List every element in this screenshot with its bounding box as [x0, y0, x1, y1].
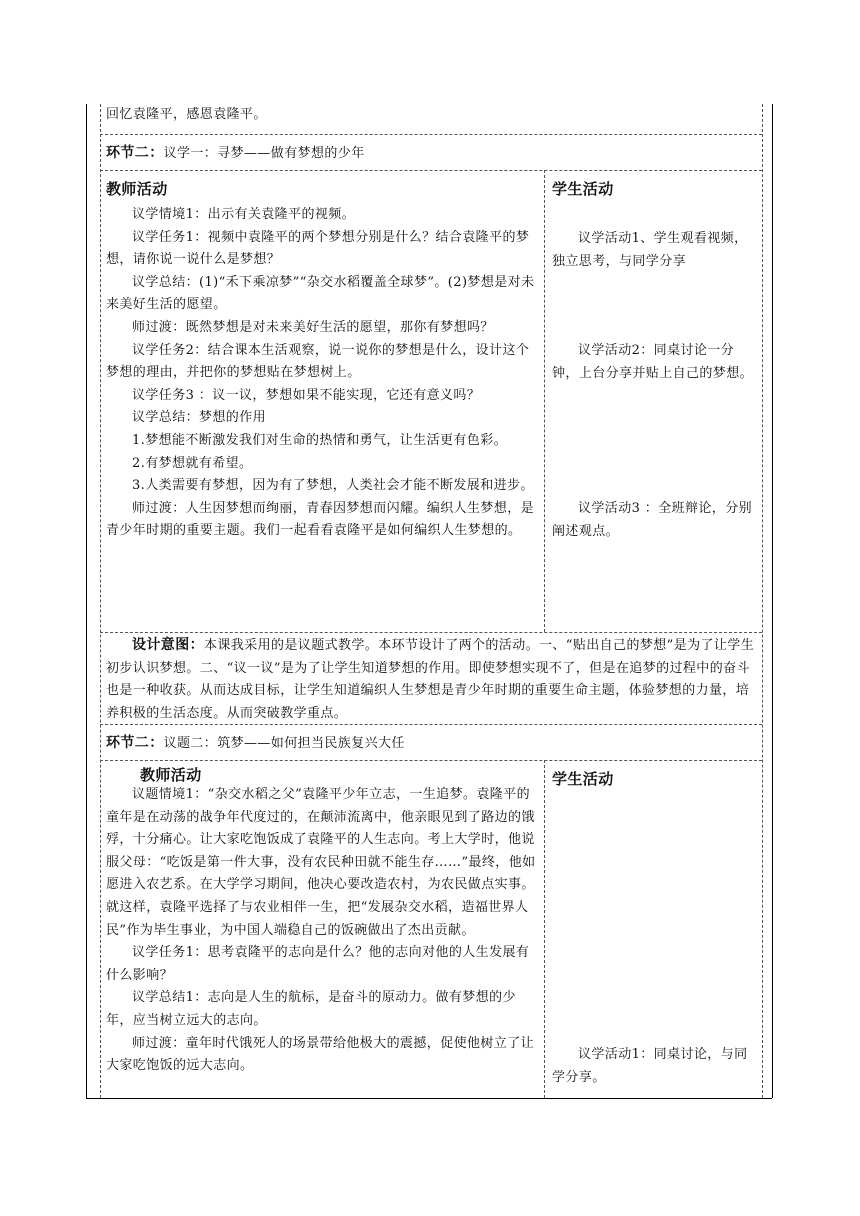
- section1-teacher-content: [106, 204, 536, 543]
- paragraph: 议学情境1：出示有关袁隆平的视频。: [132, 207, 356, 222]
- paragraph: 1.梦想能不断激发我们对生命的热情和勇气，让生活更有色彩。: [132, 432, 508, 448]
- section1-teacher-header: 教师活动: [106, 180, 168, 198]
- top-row-text: 回忆袁隆平，感恩袁隆平。: [106, 107, 267, 122]
- section1-student-header: 学生活动: [552, 180, 614, 198]
- section1-topic: 议学一：寻梦——做有梦想的少年: [163, 146, 365, 161]
- paragraph: 师过渡：童年时代饿死人的场景带给他极大的震撼，促使他树立了让大家吃饱饭的远大志向。: [106, 1035, 535, 1074]
- student-activity-4: 议学活动1：同桌讨论，与同学分享。: [552, 1047, 748, 1085]
- row-divider: [100, 134, 762, 135]
- design-intent-text: 本课我采用的是议题式教学。本环节设计了两个的活动。一、“贴出自己的梦想”是为了让学生初步认识梦想。二、“议一议”是为了让学生知道梦想的作用。即使梦想实现不了，但是在追梦的过程中的奋斗也是一种收获。从而达成目标，让学生知道编织人生梦想是青少年时期的重要生命主题，体验梦想的力量，培养积极的生活态度。从而突破教学重点。: [106, 638, 755, 721]
- student-activity-3: 议学活动3 ：全班辩论，分别阐述观点。: [552, 501, 753, 539]
- table-outer-right-border: [772, 104, 773, 1098]
- section1-label: 环节二：: [106, 145, 164, 161]
- paragraph: 2.有梦想就有希望。: [132, 455, 253, 471]
- paragraph: 师过渡：既然梦想是对未来美好生活的愿望，那你有梦想吗？: [132, 319, 494, 335]
- table-outer-left-border: [86, 104, 87, 1098]
- table-inner-left-border: [100, 104, 101, 1098]
- row-divider: [100, 760, 762, 761]
- section2-title: [106, 732, 756, 756]
- section2-teacher-header: 教师活动: [140, 766, 202, 784]
- paragraph: 议学总结：梦想的作用: [132, 410, 267, 426]
- paragraph: 议学任务1：思考袁隆平的志向是什么？他的志向对他的人生发展有什么影响？: [106, 945, 530, 983]
- section2-label: 环节二：: [106, 735, 164, 751]
- paragraph: 议学任务3 ：议一议，梦想如果不能实现，它还有意义吗？: [132, 387, 481, 403]
- paragraph: 议学总结：(1)“禾下乘凉梦”“杂交水稻覆盖全球梦”。(2)梦想是对未来美好生活的愿望。: [106, 274, 535, 313]
- section2-student-header: 学生活动: [552, 770, 614, 788]
- table-bottom-border: [86, 1098, 772, 1099]
- section1-title: [106, 142, 756, 166]
- paragraph: 师过渡：人生因梦想而绚丽，青春因梦想而闪耀。编织人生梦想，是青少年时期的重要主题。我们一起看看袁隆平是如何编织人生梦想的。: [106, 500, 535, 539]
- design-intent: [106, 634, 758, 725]
- section2-teacher-content: [106, 784, 536, 1078]
- paragraph: 议学任务1：视频中袁隆平的两个梦想分别是什么？结合袁隆平的梦想，请你说一说什么是梦想？: [106, 229, 530, 268]
- paragraph: 议学任务2：结合课本生活观察，说一说你的梦想是什么，设计这个梦想的理由，并把你的梦想贴在梦想树上。: [106, 342, 530, 381]
- design-intent-label: 设计意图：: [132, 637, 204, 653]
- column-divider: [544, 170, 545, 632]
- paragraph: 议题情境1：“杂交水稻之父”袁隆平少年立志，一生追梦。袁隆平的童年是在动荡的战争年代度过的，在颠沛流离中，他亲眼见到了路边的饿殍，十分痛心。让大家吃饱饭成了袁隆平的人生志向。考上大学时，他说服父母：“吃饭是第一件大事，没有农民种田就不能生存……”最终，他如愿进入农艺系。在大学学习期间，他决心要改造农村，为农民做点实事。就这样，袁隆平选择了与农业相伴一生，把“发展杂交水稻，造福世界人民”作为毕生事业，为中国人端稳自己的饭碗做出了杰出贡献。: [106, 787, 536, 938]
- table-inner-right-border: [762, 104, 763, 1098]
- paragraph: 议学总结1：志向是人生的航标，是奋斗的原动力。做有梦想的少年，应当树立远大的志向。: [106, 990, 516, 1028]
- column-divider: [544, 760, 545, 1098]
- student-activity-2: 议学活动2：同桌讨论一分钟，上台分享并贴上自己的梦想。: [552, 343, 754, 381]
- section2-topic: 议题二：筑梦——如何担当民族复兴大任: [163, 736, 405, 751]
- row-divider: [100, 632, 762, 633]
- student-activity-1: 议学活动1、学生观看视频，独立思考，与同学分享: [552, 231, 748, 269]
- row-divider: [100, 170, 762, 171]
- paragraph: 3.人类需要有梦想，因为有了梦想，人类社会才能不断发展和进步。: [132, 478, 534, 494]
